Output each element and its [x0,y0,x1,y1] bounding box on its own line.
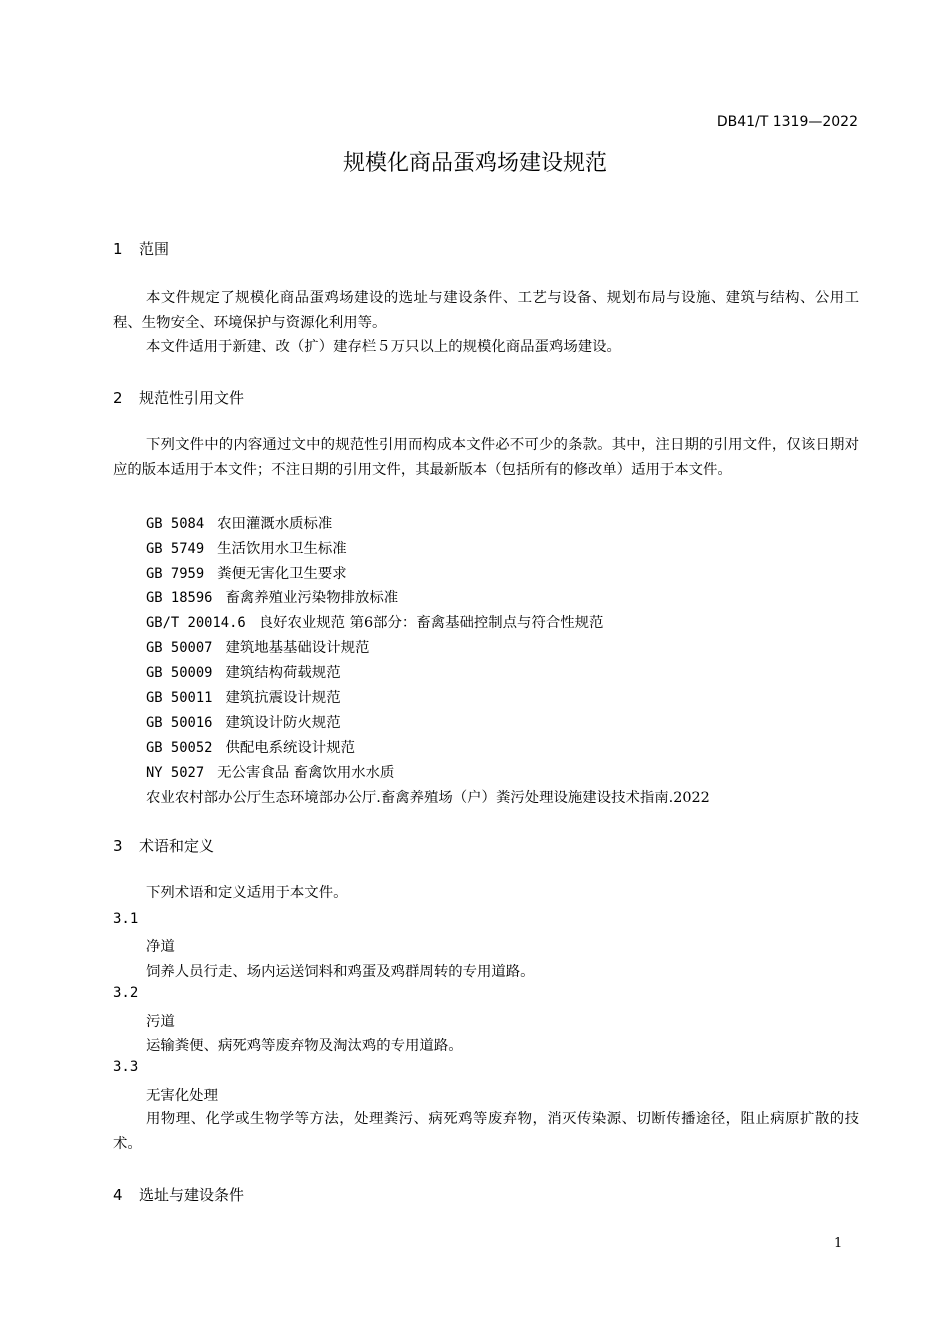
reference-item [146,686,341,707]
reference-title: 建筑结构荷载规范 [225,665,341,681]
section-number: 3 [113,837,123,855]
section-title: 选址与建设条件 [139,1186,245,1204]
reference-item [146,537,347,558]
section-title: 范围 [139,240,170,258]
reference-title: 畜禽养殖业污染物排放标准 [225,590,399,606]
reference-item [146,711,341,732]
reference-item [146,586,398,607]
section-4-heading [113,1184,244,1205]
scope-paragraph: 本文件适用于新建、改（扩）建存栏５万只以上的规模化商品蛋鸡场建设。 [146,339,621,355]
section-title: 规范性引用文件 [139,389,245,407]
reference-title: 农田灌溉水质标准 [217,516,333,532]
reference-code: GB 50016 [146,715,213,731]
section-number: 4 [113,1186,123,1204]
term-number: 3.2 [113,985,139,1001]
reference-item [146,661,341,682]
reference-title: 建筑抗震设计规范 [225,690,341,706]
terms-intro: 下列术语和定义适用于本文件。 [146,885,348,901]
reference-code: GB 50052 [146,740,213,756]
reference-title: 供配电系统设计规范 [225,740,355,756]
term-number: 3.1 [113,911,139,927]
section-1-heading [113,238,169,259]
document-title: 规模化商品蛋鸡场建设规范 [342,151,607,176]
reference-title: 粪便无害化卫生要求 [217,566,347,582]
section-2-heading [113,387,244,408]
reference-code: GB 5084 [146,516,205,532]
reference-title: 良好农业规范 第6部分：畜禽基础控制点与符合性规范 [258,615,604,631]
reference-title: 无公害食品 畜禽饮用水水质 [217,765,395,781]
reference-code: GB 50009 [146,665,213,681]
reference-item [146,761,394,782]
reference-item [146,736,355,757]
section-number: 1 [113,240,123,258]
reference-code: GB 5749 [146,541,205,557]
reference-item-guide: 农业农村部办公厅生态环境部办公厅.畜禽养殖场（户）粪污处理设施建设技术指南.2022 [146,790,710,806]
page-number: 1 [834,1236,843,1251]
reference-title: 生活饮用水卫生标准 [217,541,347,557]
term-definition: 饲养人员行走、场内运送饲料和鸡蛋及鸡群周转的专用道路。 [146,964,535,980]
term-definition: 运输粪便、病死鸡等废弃物及淘汰鸡的专用道路。 [146,1038,463,1054]
reference-code: GB 7959 [146,566,205,582]
term-name: 无害化处理 [146,1088,218,1104]
reference-code: NY 5027 [146,765,205,781]
reference-item [146,611,603,632]
reference-code: GB 50011 [146,690,213,706]
reference-title: 建筑地基基础设计规范 [225,640,370,656]
reference-code: GB 50007 [146,640,213,656]
reference-item [146,512,332,533]
section-number: 2 [113,389,123,407]
section-title: 术语和定义 [139,837,215,855]
term-name: 污道 [146,1014,175,1030]
term-name: 净道 [146,939,175,955]
reference-item [146,562,347,583]
section-3-heading [113,835,214,856]
reference-code: GB 18596 [146,590,213,606]
reference-title: 建筑设计防火规范 [225,715,341,731]
standard-code: DB41/T 1319—2022 [716,114,858,130]
term-number: 3.3 [113,1059,139,1075]
term-definition: 用物理、化学或生物学等方法，处理粪污、病死鸡等废弃物，消灭传染源、切断传播途径，阻止病原扩散的技术。 [113,1111,859,1152]
reference-item [146,636,369,657]
scope-paragraph: 本文件规定了规模化商品蛋鸡场建设的选址与建设条件、工艺与设备、规划布局与设施、建筑与结构、公用工程、生物安全、环境保护与资源化利用等。 [113,290,859,331]
reference-code: GB/T 20014.6 [146,615,246,631]
references-intro: 下列文件中的内容通过文中的规范性引用而构成本文件必不可少的条款。其中，注日期的引用文件，仅该日期对应的版本适用于本文件；不注日期的引用文件，其最新版本（包括所有的修改单）适用于本文件。 [113,437,859,478]
